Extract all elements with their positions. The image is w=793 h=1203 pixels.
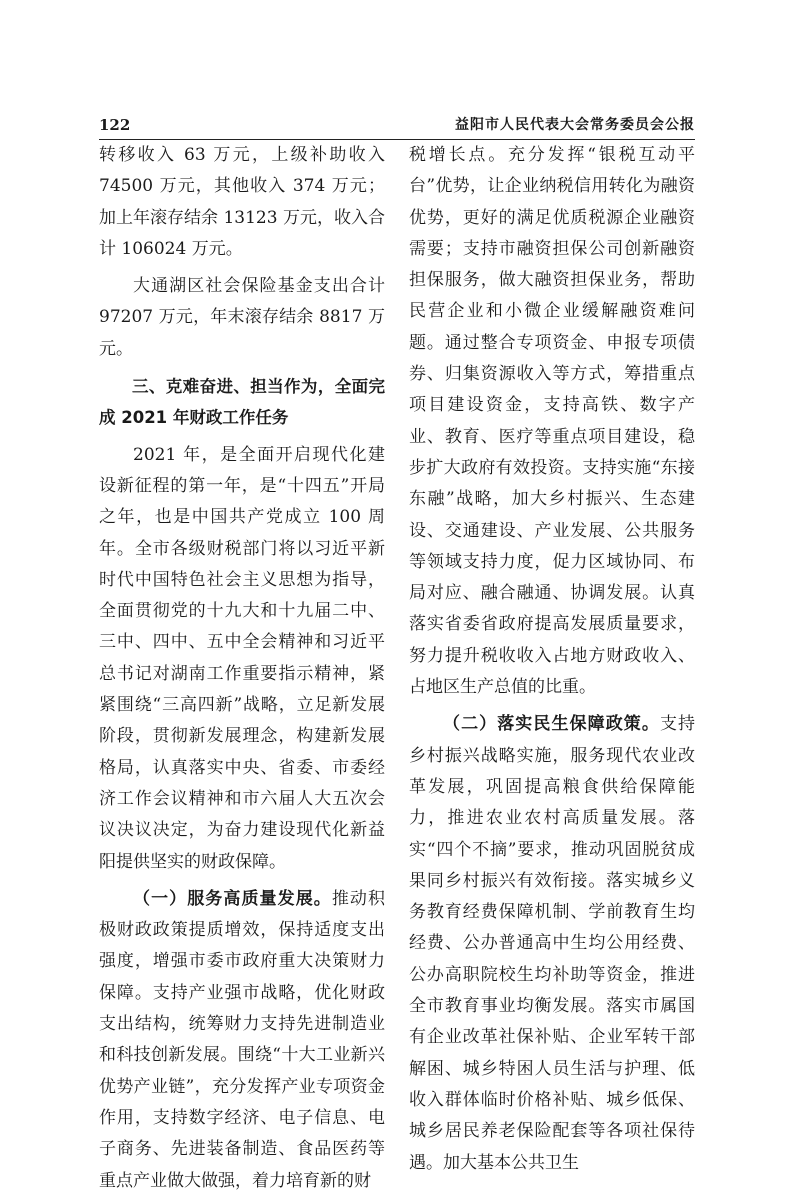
page-number: 122: [99, 116, 131, 134]
paragraph: [99, 884, 385, 1197]
journal-title: 益阳市人民代表大会常务委员会公报: [455, 117, 695, 133]
page-header: [99, 114, 695, 136]
paragraph: 转移收入 63 万元，上级补助收入 74500 万元，其他收入 374 万元；加上年滚存结余 13123 万元，收入合计 106024 万元。: [99, 145, 385, 259]
paragraph: 税增长点。充分发挥“银税互动平台”优势，让企业纳税信用转化为融资优势，更好的满足优质税源企业融资需要；支持市融资担保公司创新融资担保服务，做大融资担保业务，帮助民营企业和小微企业缓解融资难问题。通过整合专项资金、申报专项债券、归集资源收入等方式，筹措重点项目建设资金，支持高铁、数字产业、教育、医疗等重点项目建设，稳步扩大政府有效投资。支持实施“东接东融”战略，加大乡村振兴、生态建设、交通建设、产业发展、公共服务等领域支持力度，促力区域协同、布局对应、融合融通、协调发展。认真落实省委省政府提高发展质量要求，努力提升税收收入占地方财政收入、占地区生产总值的比重。: [409, 145, 695, 698]
subsection-title: （一）服务高质量发展。: [133, 888, 332, 909]
paragraph: 2021 年，是全面开启现代化建设新征程的第一年，是“十四五”开局之年，也是中国共产党成立 100 周年。全市各级财税部门将以习近平新时代中国特色社会主义思想为指导，全面贯彻党的十九大和十九届二中、三中、四中、五中全会精神和习近平总书记对湖南工作重要指示精神，紧紧围绕“三高四新”战略，立足新发展阶段，贯彻新发展理念，构建新发展格局，认真落实中央、省委、市委经济工作会议精神和市六届人大五次会议决议决定，为奋力建设现代化新益阳提供坚实的财政保障。: [99, 444, 385, 872]
left-column: [99, 140, 385, 1203]
paragraph-body: 支持乡村振兴战略实施，服务现代农业改革发展，巩固提高粮食供给保障能力，推进农业农村高质量发展。落实“四个不摘”要求，推动巩固脱贫成果同乡村振兴有效衔接。落实城乡义务教育经费保障机制、学前教育生均经费、公办普通高中生均公用经费、公办高职院校生均补助等资金，推进全市教育事业均衡发展。落实市属国有企业改革社保补贴、企业军转干部解困、城乡特困人员生活与护理、低收入群体临时价格补贴、城乡低保、城乡居民养老保险配套等各项社保待遇。加大基本公共卫生: [409, 714, 696, 1173]
paragraph: 大通湖区社会保险基金支出合计 97207 万元，年末滚存结余 8817 万元。: [99, 276, 385, 359]
subsection-title: （二）落实民生保障政策。: [443, 714, 660, 735]
right-column: [409, 140, 695, 1185]
paragraph-body: 推动积极财政政策提质增效，保持适度支出强度，增强市委市政府重大决策财力保障。支持产业强市战略，优化财政支出结构，统筹财力支持先进制造业和科技创新发展。围绕“十大工业新兴优势产业链”，充分发挥产业专项资金作用，支持数字经济、电子信息、电子商务、先进装备制造、食品医药等重点产业做大做强，着力培育新的财: [99, 888, 386, 1191]
paragraph: [409, 709, 695, 1178]
section-heading: 三、克难奋进、担当作为，全面完成 2021 年财政工作任务: [99, 377, 385, 428]
